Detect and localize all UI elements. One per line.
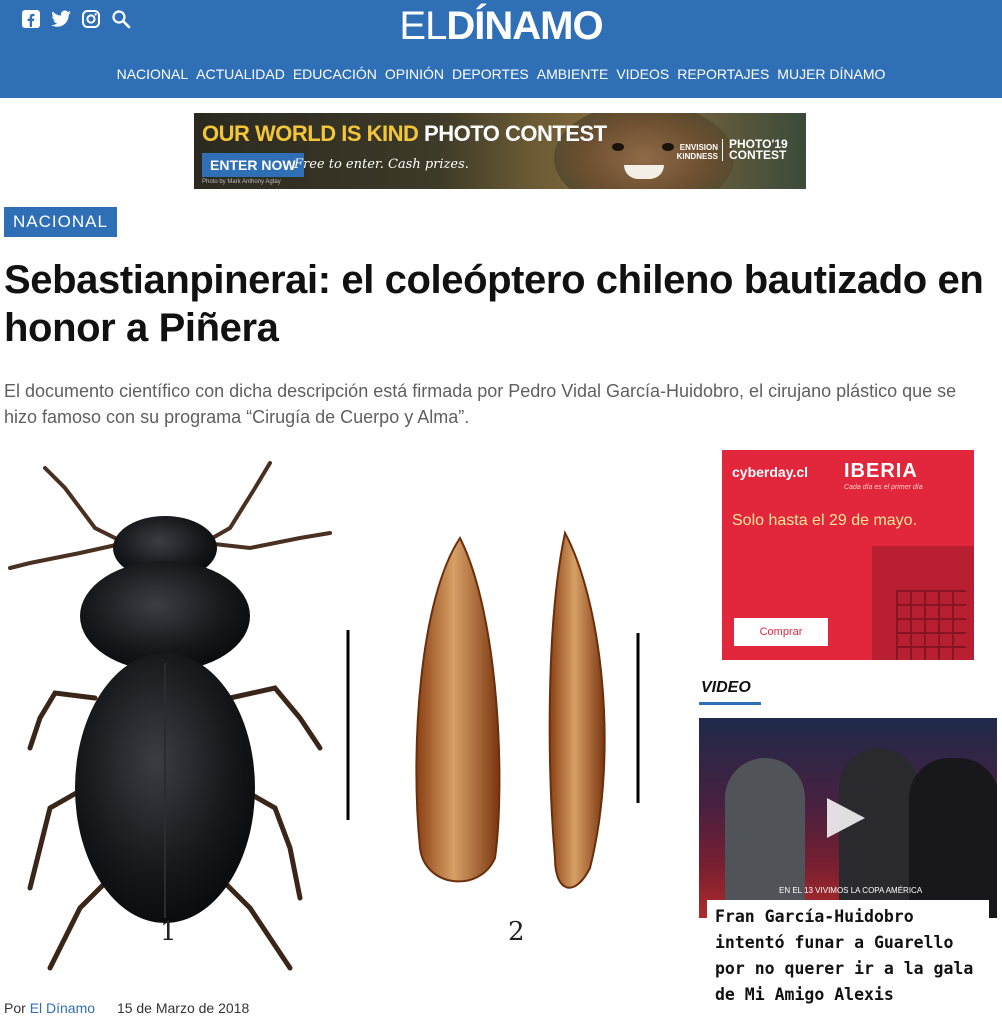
person-silhouette bbox=[909, 758, 997, 918]
article-title: Sebastianpinerai: el coleóptero chileno bautizado en honor a Piñera bbox=[4, 258, 984, 350]
article-lead: El documento científico con dicha descripción está firmada por Pedro Vidal García-Huidobro, el cirujano plástico que se hizo famoso con su programa “Cirugía de Cuerpo y Alma”. bbox=[4, 381, 957, 427]
banner-title: OUR WORLD IS KIND PHOTO CONTEST bbox=[202, 121, 607, 146]
byline-prefix: Por bbox=[4, 1000, 26, 1016]
nav-ambiente[interactable]: AMBIENTE bbox=[536, 66, 609, 82]
article-date: 15 de Marzo de 2018 bbox=[116, 1000, 250, 1016]
photo-contest-logo: PHOTO'19 CONTEST bbox=[722, 139, 792, 161]
banner-credit: Photo by Mark Anthony Agtay bbox=[202, 179, 281, 185]
iberia-cyberday-ad[interactable] bbox=[722, 450, 974, 660]
nav-videos[interactable]: VIDEOS bbox=[616, 66, 670, 82]
author-link[interactable]: El Dínamo bbox=[29, 1000, 96, 1016]
photo-contest-banner[interactable] bbox=[194, 113, 806, 189]
nav-nacional[interactable]: NACIONAL bbox=[116, 66, 189, 82]
banner-subtitle: Free to enter. Cash prizes. bbox=[294, 157, 469, 172]
site-logo[interactable] bbox=[0, 4, 1002, 49]
video-caption[interactable]: Fran García-Huidobro intentó funar a Guarello por no querer ir a la gala de Mi Amigo Alexis bbox=[707, 900, 989, 1012]
cyberday-logo: cyberday.cl bbox=[732, 464, 809, 480]
nav-opinion[interactable]: OPINIÓN bbox=[384, 66, 444, 82]
envision-kindness-logo: ENVISION KINDNESS bbox=[676, 143, 718, 161]
beetle-illustration bbox=[0, 448, 690, 988]
figure-label-2: 2 bbox=[508, 917, 525, 947]
video-strip-text: EN EL 13 VIVIMOS LA COPA AMÉRICA bbox=[779, 886, 923, 895]
ad-background-grid bbox=[896, 590, 966, 660]
logo-dinamo: DÍNAMO bbox=[446, 4, 603, 48]
iberia-logo: IBERIA bbox=[844, 460, 918, 482]
nav-educacion[interactable]: EDUCACIÓN bbox=[292, 66, 377, 82]
logo-el: EL bbox=[399, 4, 447, 48]
enter-now-button[interactable]: ENTER NOW bbox=[202, 153, 304, 177]
video-label-underline bbox=[699, 702, 761, 705]
ad-promo-text: Solo hasta el 29 de mayo. bbox=[732, 512, 918, 529]
figure-label-1: 1 bbox=[160, 917, 177, 947]
nav-actualidad[interactable]: ACTUALIDAD bbox=[196, 66, 285, 82]
site-header bbox=[0, 0, 1002, 98]
comprar-button[interactable]: Comprar bbox=[734, 618, 828, 646]
main-nav bbox=[0, 66, 1002, 82]
play-icon[interactable] bbox=[827, 798, 865, 838]
category-badge[interactable]: NACIONAL bbox=[4, 207, 117, 237]
video-thumbnail[interactable] bbox=[699, 718, 997, 918]
nav-mujer-dinamo[interactable]: MUJER DÍNAMO bbox=[777, 66, 886, 82]
iberia-tagline: Cada día es el primer día bbox=[844, 484, 923, 491]
nav-deportes[interactable]: DEPORTES bbox=[451, 66, 529, 82]
beetle-figure bbox=[0, 448, 690, 988]
article-byline bbox=[4, 1000, 249, 1016]
nav-reportajes[interactable]: REPORTAJES bbox=[677, 66, 770, 82]
video-section-label: VIDEO bbox=[701, 679, 751, 696]
